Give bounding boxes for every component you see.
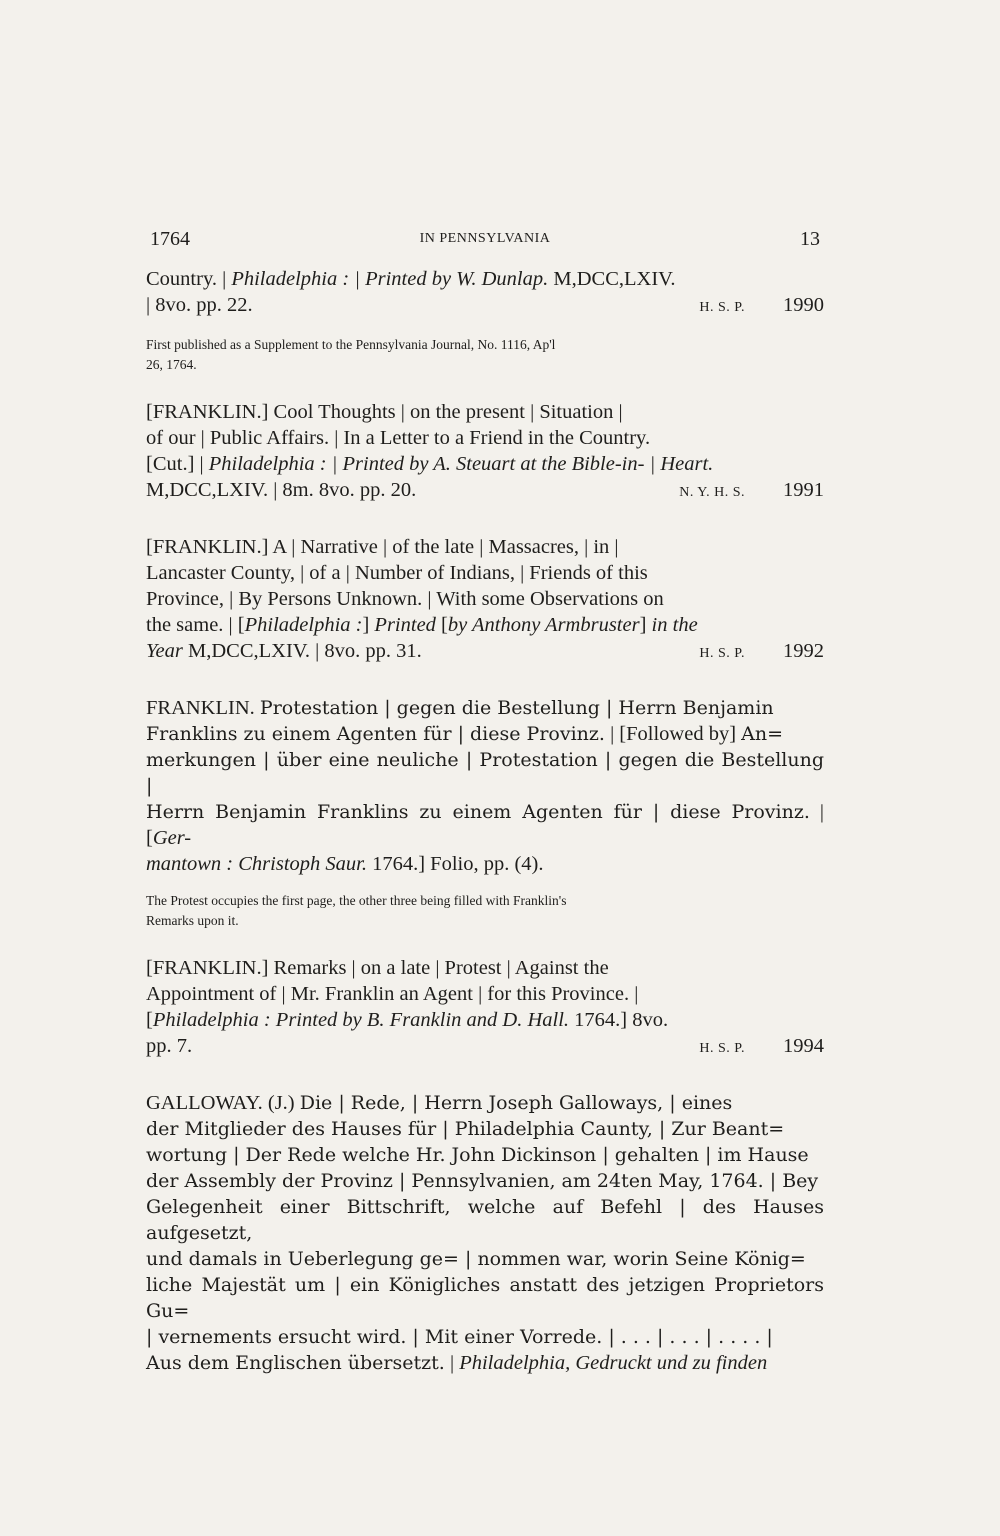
bibliography-entry xyxy=(146,955,824,1062)
header-running-title: IN PENNSYLVANIA xyxy=(419,231,551,246)
entry-line xyxy=(146,534,824,560)
entry-line xyxy=(146,1033,824,1062)
entry-line xyxy=(146,1007,824,1033)
entry-text: M,DCC,LXIV. xyxy=(548,268,676,290)
entry-text: 1764.] 8vo. xyxy=(569,1009,669,1031)
entry-text: Protestation | gegen die Bestellung | Herrn Benjamin xyxy=(259,697,774,719)
entry-line xyxy=(146,399,824,425)
entry-line xyxy=(146,955,824,981)
entry-text: wortung | Der Rede welche Hr. John Dickinson | gehalten | im Hause xyxy=(146,1144,809,1166)
entry-spacer xyxy=(146,681,824,695)
entry-text: Printed xyxy=(374,614,436,636)
entry-text: of our | Public Affairs. | In a Letter to a Friend in the Country. xyxy=(146,427,651,449)
bibliography-entry xyxy=(146,1090,824,1376)
entry-line xyxy=(146,451,824,477)
library-abbreviation: N. Y. H. S. xyxy=(679,485,745,500)
entry-line xyxy=(146,638,824,667)
entry-line-text xyxy=(146,292,253,321)
entry-text: Appointment of | Mr. Franklin an Agent | for this Province. | xyxy=(146,983,639,1005)
entry-text: [FRANKLIN.] A | Narrative | of the late | Massacres, | in | xyxy=(146,536,619,558)
entry-text: liche Majestät um | ein Königliches anstatt des jetzigen Proprietors Gu= xyxy=(146,1274,824,1322)
entry-note xyxy=(146,335,824,375)
entry-text: 1764.] Folio, pp. (4). xyxy=(366,853,544,875)
entry-line xyxy=(146,266,824,292)
entry-line xyxy=(146,1324,824,1350)
entry-text: | [ xyxy=(146,801,824,849)
entry-text: [ xyxy=(146,1009,153,1031)
entry-line-text xyxy=(146,638,422,667)
library-abbreviation: H. S. P. xyxy=(699,1041,745,1056)
note-line: The Protest occupies the first page, the other three being filled with Franklin's xyxy=(146,893,567,908)
entry-line xyxy=(146,477,824,506)
note-line: 26, 1764. xyxy=(146,357,197,372)
entry-line xyxy=(146,425,824,451)
bibliography-entry xyxy=(146,399,824,506)
entry-line xyxy=(146,612,824,638)
entry-line xyxy=(146,292,824,321)
entry-spacer xyxy=(146,1076,824,1090)
entry-line xyxy=(146,1168,824,1194)
entry-text: Philadelphia : | Printed by A. Steuart at the Bible-in- | Heart. xyxy=(208,453,714,475)
entry-line xyxy=(146,1116,824,1142)
library-abbreviation: H. S. P. xyxy=(699,646,745,661)
entry-text: Year xyxy=(146,640,183,662)
location-reference xyxy=(699,292,824,321)
entry-text: der Assembly der Provinz | Pennsylvanien, am 24ten May, 1764. | Bey xyxy=(146,1170,819,1192)
entry-text: Die | Rede, | Herrn Joseph Galloways, | eines xyxy=(299,1092,733,1114)
entry-text: M,DCC,LXIV. | 8vo. pp. 31. xyxy=(182,640,422,662)
note-line: First published as a Supplement to the Pennsylvania Journal, No. 1116, Ap'l xyxy=(146,337,556,352)
entry-text: Philadelphia : | Printed by W. Dunlap. xyxy=(231,268,549,290)
entry-text: Country. | xyxy=(146,268,232,290)
entry-note xyxy=(146,891,824,931)
location-reference xyxy=(699,638,824,667)
entry-text: Gelegenheit einer Bittschrift, welche auf Befehl | des Hauses aufgesetzt, xyxy=(146,1196,824,1244)
entry-line xyxy=(146,1246,824,1272)
entry-line xyxy=(146,1142,824,1168)
entry-text: Philadelphia : xyxy=(244,614,363,636)
entry-line xyxy=(146,799,824,851)
bibliography-entries xyxy=(146,266,824,1404)
entry-text: ] xyxy=(362,614,375,636)
entry-text: Philadelphia, Gedruckt und zu finden xyxy=(459,1352,768,1374)
entry-line xyxy=(146,851,824,877)
entry-line xyxy=(146,695,824,721)
entry-number: 1992 xyxy=(783,640,824,662)
entry-text: mantown : Christoph Saur. xyxy=(146,853,367,875)
entry-number: 1991 xyxy=(783,479,824,501)
entry-line-text xyxy=(146,1033,192,1062)
entry-text: [FRANKLIN.] Remarks | on a late | Protest | Against the xyxy=(146,957,609,979)
header-year: 1764 xyxy=(150,228,190,250)
bibliography-entry xyxy=(146,695,824,877)
entry-text: GALLOWAY. (J.) xyxy=(146,1092,300,1114)
entry-text: FRANKLIN. xyxy=(146,697,260,719)
entry-text: M,DCC,LXIV. | 8m. 8vo. pp. 20. xyxy=(146,479,417,501)
entry-line xyxy=(146,747,824,799)
entry-line xyxy=(146,560,824,586)
entry-line xyxy=(146,586,824,612)
entry-text: in the xyxy=(651,614,698,636)
header-page-number: 13 xyxy=(800,228,820,250)
note-line: Remarks upon it. xyxy=(146,913,239,928)
entry-line xyxy=(146,1350,824,1376)
entry-text: | xyxy=(444,1352,460,1374)
entry-text: An= xyxy=(741,723,784,745)
entry-text: [Cut.] | xyxy=(146,453,209,475)
running-header xyxy=(150,228,820,258)
entry-text: the same. | [ xyxy=(146,614,245,636)
entry-text: [ xyxy=(435,614,448,636)
entry-text: | 8vo. pp. 22. xyxy=(146,294,253,316)
entry-line-text xyxy=(146,477,416,506)
entry-text: merkungen | über eine neuliche | Protestation | gegen die Bestellung | xyxy=(146,749,824,797)
entry-line xyxy=(146,1272,824,1324)
entry-text: Ger- xyxy=(152,827,192,849)
entry-number: 1990 xyxy=(783,294,824,316)
entry-text: Province, | By Persons Unknown. | With some Observations on xyxy=(146,588,664,610)
entry-line xyxy=(146,1194,824,1246)
entry-text: Aus dem Englischen übersetzt. xyxy=(146,1352,445,1374)
entry-line xyxy=(146,1090,824,1116)
location-reference xyxy=(679,477,824,506)
entry-text: | vernements ersucht wird. | Mit einer Vorrede. | . . . | . . . | . . . . | xyxy=(146,1326,773,1348)
entry-text: Philadelphia : Printed by B. Franklin and D. Hall. xyxy=(152,1009,570,1031)
entry-text: und damals in Ueberlegung ge= | nommen war, worin Seine König= xyxy=(146,1248,806,1270)
entry-text: ] xyxy=(639,614,652,636)
entry-text: | [Followed by] xyxy=(604,723,742,745)
entry-text: der Mitglieder des Hauses für | Philadelphia Caunty, | Zur Beant= xyxy=(146,1118,785,1140)
bibliography-entry xyxy=(146,266,824,321)
entry-line xyxy=(146,721,824,747)
entry-text: by Anthony Armbruster xyxy=(447,614,640,636)
location-reference xyxy=(699,1033,824,1062)
entry-text: Franklins zu einem Agenten für | diese Provinz. xyxy=(146,723,605,745)
bibliography-entry xyxy=(146,534,824,667)
entry-spacer xyxy=(146,1390,824,1404)
entry-text: Lancaster County, | of a | Number of Indians, | Friends of this xyxy=(146,562,648,584)
entry-number: 1994 xyxy=(783,1035,824,1057)
entry-text: Herrn Benjamin Franklins zu einem Agenten für | diese Provinz. xyxy=(146,801,810,823)
entry-text: pp. 7. xyxy=(146,1035,193,1057)
entry-text: [FRANKLIN.] Cool Thoughts | on the present | Situation | xyxy=(146,401,623,423)
library-abbreviation: H. S. P. xyxy=(699,300,745,315)
entry-line xyxy=(146,981,824,1007)
entry-spacer xyxy=(146,520,824,534)
